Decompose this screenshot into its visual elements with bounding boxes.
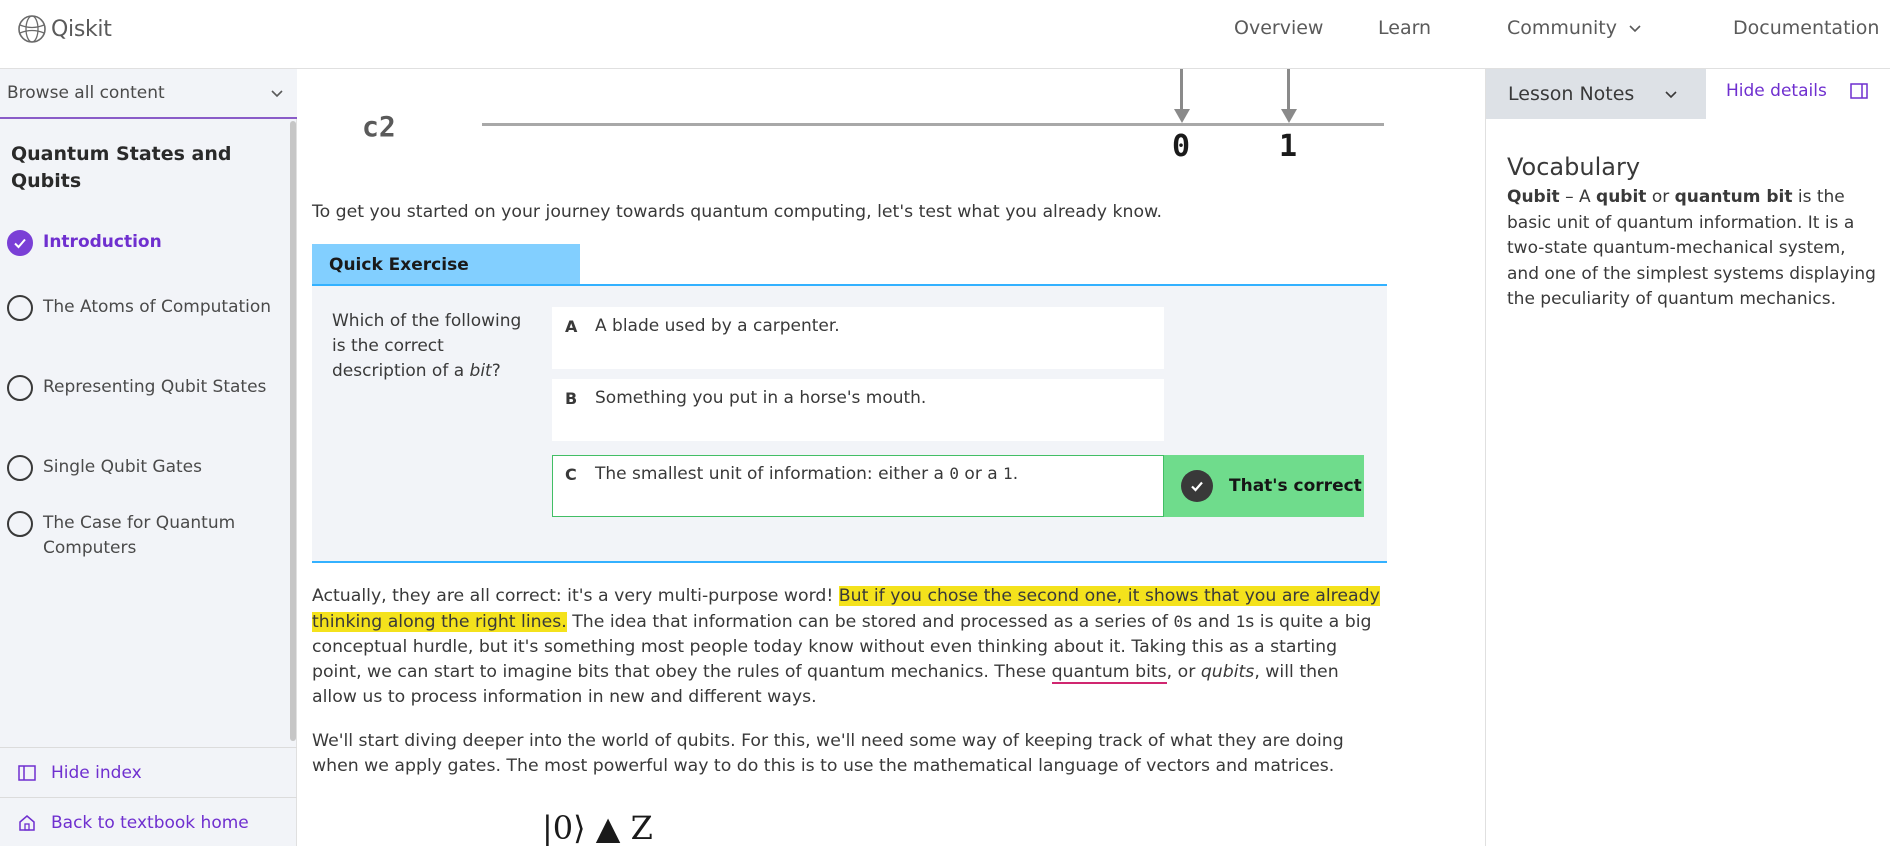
- empty-circle-icon: [7, 455, 33, 481]
- empty-circle-icon: [7, 375, 33, 401]
- nav-documentation[interactable]: Documentation: [1733, 17, 1880, 39]
- paragraph-text: , will then allow us to process information in new and different ways.: [312, 662, 1339, 707]
- back-to-textbook-home-link[interactable]: [0, 797, 297, 846]
- nav-community-label: Community: [1507, 17, 1617, 39]
- measurement-line: [1180, 69, 1183, 113]
- explanation-paragraph: [312, 584, 1387, 710]
- toc-item-introduction[interactable]: [7, 230, 282, 256]
- empty-circle-icon: [7, 295, 33, 321]
- hide-details-label: Hide details: [1726, 81, 1827, 101]
- vocab-bold: qubit: [1596, 187, 1647, 207]
- toc-item-label: The Atoms of Computation: [43, 297, 272, 317]
- toc-item-representing-qubit-states[interactable]: [7, 375, 282, 401]
- qiskit-logo[interactable]: [17, 14, 112, 44]
- top-navigation-bar: [0, 0, 1890, 69]
- vectors-paragraph: We'll start diving deeper into the world of qubits. For this, we'll need some way of keeping track of what they are doing when we apply gates. The most powerful way to do this is to use the mathematical language of vectors and matrices.: [312, 731, 1344, 776]
- nav-community[interactable]: [1507, 17, 1643, 39]
- toc-item-label: The Case for Quantum Computers: [43, 513, 236, 558]
- toc-item-label: Single Qubit Gates: [43, 457, 202, 477]
- hide-index-button[interactable]: [0, 747, 297, 797]
- code-zero: 0: [949, 464, 960, 483]
- lesson-content: [297, 69, 1485, 846]
- exercise-option-b[interactable]: [552, 379, 1164, 441]
- option-text-part: .: [1012, 464, 1019, 484]
- code-zero: 0: [1173, 612, 1184, 631]
- measurement-arrow: [1281, 109, 1297, 123]
- question-text: Which of the following is the correct description of a: [332, 311, 522, 381]
- classical-wire: [482, 123, 1384, 126]
- quick-exercise-tab: Quick Exercise: [312, 244, 580, 285]
- lesson-notes-panel: [1485, 69, 1890, 846]
- circuit-diagram: [297, 69, 1387, 169]
- option-text: Something you put in a horse's mouth.: [595, 388, 927, 408]
- question-text-end: ?: [491, 361, 501, 381]
- measurement-arrow: [1174, 109, 1190, 123]
- option-letter: C: [565, 465, 577, 484]
- quick-exercise: [312, 286, 1387, 561]
- hide-index-label: Hide index: [51, 762, 142, 783]
- paragraph-text: The idea that information can be stored and processed as a series of: [566, 612, 1174, 632]
- paragraph-text: Actually, they are all correct: it's a very multi-purpose word!: [312, 586, 839, 606]
- exercise-border-bottom: [312, 561, 1387, 563]
- measurement-line: [1287, 69, 1290, 113]
- paragraph-text: , or: [1166, 662, 1201, 682]
- toc-item-label: Introduction: [43, 232, 162, 252]
- qiskit-globe-icon: [17, 14, 47, 44]
- hide-details-button[interactable]: [1726, 81, 1869, 101]
- empty-circle-icon: [7, 511, 33, 537]
- vocabulary-heading: Vocabulary: [1507, 153, 1641, 181]
- option-text: A blade used by a carpenter.: [595, 316, 840, 336]
- bit-index-label: 1: [1279, 129, 1298, 164]
- intro-paragraph: To get you started on your journey towards quantum computing, let's test what you already know.: [312, 202, 1163, 222]
- checkmark-icon: [1181, 470, 1213, 502]
- vocab-text: is the basic unit of quantum information. It is a two-state quantum-mechanical system, and one of the simplest systems displaying the peculiarity of quantum mechanics.: [1507, 187, 1876, 309]
- back-home-label: Back to textbook home: [51, 812, 249, 833]
- option-letter: B: [565, 389, 578, 408]
- vocabulary-entry: [1507, 185, 1877, 313]
- logo-text: Qiskit: [51, 16, 112, 42]
- browse-label: Browse all content: [7, 83, 165, 103]
- lesson-notes-dropdown[interactable]: [1486, 69, 1706, 119]
- toc-item-atoms-of-computation[interactable]: [7, 295, 282, 321]
- course-title: Quantum States and Qubits: [11, 143, 232, 192]
- browse-content-dropdown[interactable]: [0, 69, 297, 119]
- feedback-label: That's correct: [1229, 476, 1362, 496]
- qubits-emphasis: qubits: [1200, 662, 1255, 682]
- question-emphasis: bit: [469, 361, 492, 381]
- quantum-bits-vocab-link[interactable]: quantum bits: [1051, 662, 1167, 682]
- vocab-bold: quantum bit: [1674, 187, 1793, 207]
- toc-item-single-qubit-gates[interactable]: [7, 455, 282, 481]
- option-letter: A: [565, 317, 578, 336]
- correct-feedback: [1164, 455, 1364, 517]
- side-panel-icon: [1849, 81, 1869, 101]
- option-text-part: or a: [959, 464, 1004, 484]
- option-text: [595, 464, 1018, 484]
- sidebar-panel-icon: [17, 763, 37, 783]
- toc-item-label: Representing Qubit States: [43, 377, 267, 397]
- option-text-part: The smallest unit of information: either a: [595, 464, 950, 484]
- exercise-question: [332, 309, 532, 384]
- nav-overview[interactable]: Overview: [1234, 17, 1324, 39]
- code-one: 1: [1235, 612, 1246, 631]
- vocab-text: or: [1646, 187, 1675, 207]
- lesson-notes-label: Lesson Notes: [1508, 83, 1635, 105]
- exercise-option-a[interactable]: [552, 307, 1164, 369]
- bit-index-label: 0: [1172, 129, 1191, 164]
- classical-register-label: c2: [362, 110, 396, 143]
- code-one: 1: [1003, 464, 1013, 483]
- vocab-text: – A: [1559, 187, 1597, 207]
- bloch-sphere-formula: |0⟩ ▲ Z: [542, 809, 653, 846]
- toc-item-case-for-quantum-computers[interactable]: [7, 511, 282, 561]
- nav-learn[interactable]: Learn: [1378, 17, 1432, 39]
- chevron-down-icon: [1663, 86, 1679, 102]
- exercise-option-c[interactable]: [552, 455, 1164, 517]
- checkmark-circle-icon: [7, 230, 33, 256]
- sidebar-scrollbar[interactable]: [290, 121, 296, 741]
- chevron-down-icon: [269, 85, 285, 101]
- paragraph-text: s is quite a big conceptual hurdle, but it's something most people today know without even thinking about it. Taking this as a starting point, we can start to imagine bits that obey the rules of quantum mechanics. These: [312, 612, 1372, 682]
- vocab-term: Qubit: [1507, 187, 1560, 207]
- chevron-down-icon: [1627, 20, 1643, 36]
- course-sidebar: [0, 69, 297, 846]
- highlighted-text: But if you chose the second one, it shows that you are already thinking along the right lines.: [312, 586, 1380, 632]
- home-icon: [17, 813, 37, 833]
- paragraph-text: s and: [1183, 612, 1236, 632]
